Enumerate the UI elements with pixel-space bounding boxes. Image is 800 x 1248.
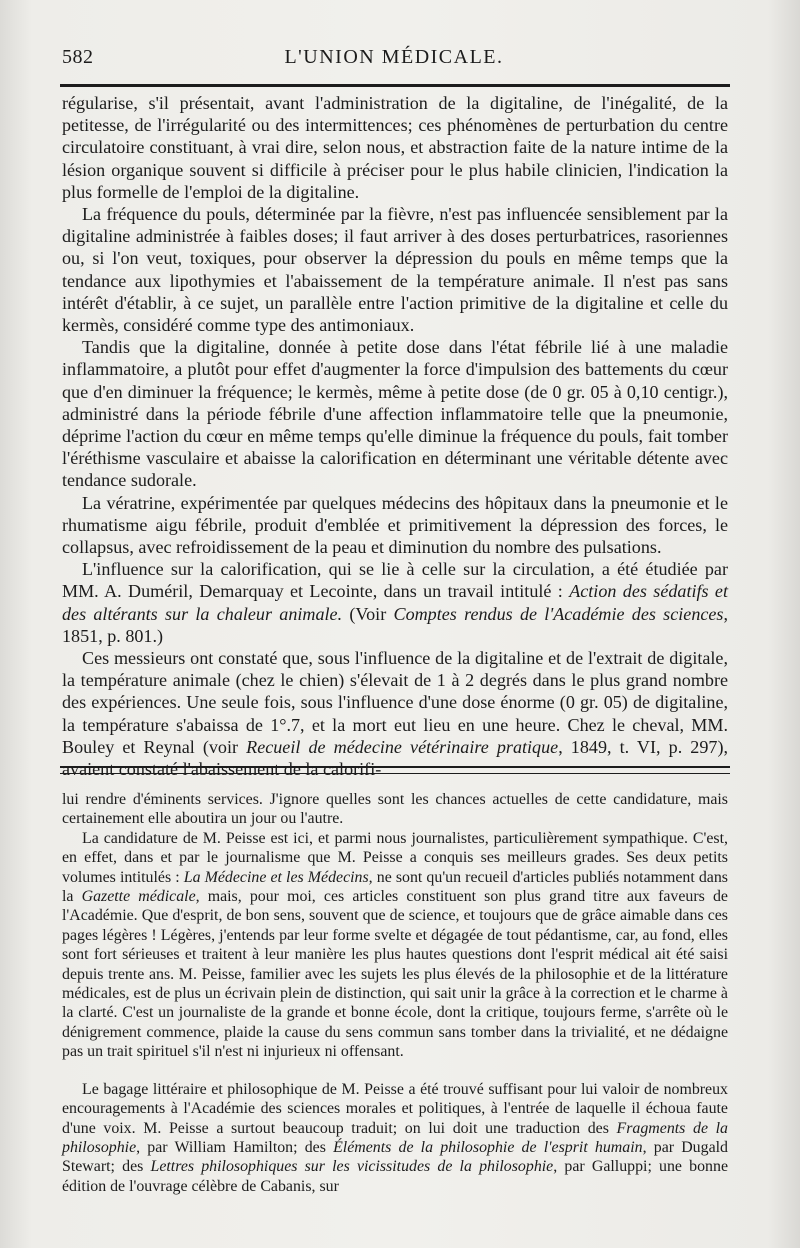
feuilleton-paragraph-3 — [62, 1080, 728, 1196]
running-head: L'UNION MÉDICALE. — [284, 46, 504, 68]
journal-title: Recueil de médecine vétérinaire pratique — [246, 736, 559, 757]
text-run: Le bagage littéraire et philosophique de M. Peisse a été trouvé suffisant pour lui valoir de nombreux encouragements à l'Académie des sciences morales et politiques, à l'entrée de laquelle il échoua faute d'une voix. M. Peisse a surtout beaucoup traduit; on lui doit une traduction des — [62, 1080, 728, 1137]
text-run: , par Dugald Stewart; des — [62, 1138, 728, 1176]
text-run: , 1849, t. VI, p. 297), avaient constaté l'abaissement de la calorifi- — [62, 736, 728, 780]
main-paragraph-4: La vératrine, expérimentée par quelques médecins des hôpitaux dans la pneumonie et le rhumatisme aigu fébrile, produit d'emblée et primitivement la dépression des forces, le collapsus, avec refroidissement de la peau et diminution du nombre des pulsations. — [62, 492, 728, 558]
main-text — [62, 92, 728, 780]
text-run: , par Galluppi; une bonne édition de l'ouvrage célèbre de Cabanis, sur — [62, 1158, 728, 1195]
text-run: , 1851, p. 801.) — [62, 603, 728, 646]
text-run: Ces messieurs ont constaté que, sous l'influence de la digitaline et de l'extrait de digitale, la température animale (chez le chien) s'élevait de 1 à 2 degrés dans le plus grand nombre des expériences. Une seule fois, sous l'influence d'une dose énorme (0 gr. 05) de digitaline, la température s'abaissa de 1°.7, et la mort eut lieu en une heure. Chez le cheval, MM. Bouley et Reynal (voir — [62, 648, 728, 757]
work-title: La Médecine et les Médecins, — [183, 868, 373, 886]
work-title: Fragments de la philosophie — [62, 1119, 728, 1156]
journal-title: Comptes rendus de l'Académie des sciences — [393, 603, 724, 624]
work-title: Lettres philosophiques sur les vicissitudes de la philosophie — [150, 1158, 554, 1176]
page-number: 582 — [62, 46, 94, 68]
feuilleton-paragraph-1: lui rendre d'éminents services. J'ignore quelles sont les chances actuelles de cette candidature, mais certainement elle aboutira un jour ou l'autre. — [62, 791, 728, 828]
feuilleton-separator — [60, 766, 730, 774]
text-run: mais, pour moi, ces articles constituent son plus grand titre aux faveurs de l'Académie. Que d'esprit, de bon sens, souvent que de science, et toujours que de grâce aimable dans ces pages légères ! Légères, j'entends par leur forme svelte et dégagée de tout pédantisme, car, au fond, elles sont fort sérieuses et traitent à leur manière les plus hautes questions dont l'esprit médical ait été saisi depuis trente ans. M. Peisse, familier avec les sujets les plus élevés de la philosophie et de la littérature médicales, est de plus un écrivain plein de distinction, qui sait unir la grâce à la correction et le charme à la clarté. C'est un journaliste de la grande et bonne école, dont la critique, toujours ferme, s'arrête où le dénigrement commence, plaide la cause du sens commun sans tomber dans la trivialité, et ne dédaigne pas un trait spirituel s'il n'est ni injurieux ni offensant. — [62, 888, 728, 1061]
work-title: Action des sédatifs et des altérants sur la chaleur animale. — [62, 581, 728, 624]
header-rule — [60, 84, 730, 87]
text-run: (Voir — [342, 603, 394, 624]
text-run: ne sont qu'un recueil d'articles publiés notamment dans la — [62, 868, 728, 906]
main-paragraph-2: La fréquence du pouls, déterminée par la fièvre, n'est pas influencée sensiblement par la digitaline administrée à faibles doses; il faut arriver à des doses perturbatrices, rasoriennes ou, si l'on veut, toxiques, pour observer la dépression du pouls en même temps que la tendance aux lipothymies et l'abaissement de la température animale. Il n'est pas sans intérêt d'établir, à ce sujet, un parallèle entre l'action primitive de la digitaline et celle du kermès, considéré comme type des antimoniaux. — [62, 204, 728, 336]
main-paragraph-3: Tandis que la digitaline, donnée à petite dose dans l'état fébrile lié à une maladie inflammatoire, a plutôt pour effet d'augmenter la force d'impulsion des battements du cœur que d'en diminuer la fréquence; le kermès, même à petite dose (de 0 gr. 05 à 0,10 centigr.), administré dans la période fébrile d'une affection inflammatoire telle que la pneumonie, déprime l'action du cœur en même temps qu'elle diminue la fréquence du pouls, fait tomber l'éréthisme vasculaire et abaisse la calorification en déterminant une véritable détente avec tendance sudorale. — [62, 337, 728, 491]
work-title: Éléments de la philosophie de l'esprit humain — [333, 1138, 643, 1156]
text-run: L'influence sur la calorification, qui se lie à celle sur la circulation, a été étudiée par MM. A. Duméril, Demarquay et Lecointe, dans un travail intitulé : — [62, 559, 728, 602]
page-header — [62, 46, 726, 76]
main-paragraph-5 — [62, 558, 728, 647]
feuilleton-text — [62, 790, 728, 1196]
main-paragraph-6 — [62, 647, 728, 780]
text-run: , par William Hamilton; des — [136, 1138, 334, 1156]
journal-title: Gazette médicale, — [81, 888, 200, 906]
text-run: La candidature de M. Peisse est ici, et parmi nous journalistes, particulièrement sympathique. C'est, en effet, dans et par le journalisme que M. Peisse a conquis ses meilleurs grades. Ses deux petits volumes intitulés : — [62, 829, 728, 886]
feuilleton-paragraph-2 — [62, 829, 728, 1062]
main-paragraph-1: régularise, s'il présentait, avant l'administration de la digitaline, de l'inégalité, de la petitesse, de l'irrégularité ou des intermittences; ces phénomènes de perturbation du centre circulatoire constituant, à vrai dire, selon nous, et abstraction faite de la nature intime de la lésion organique souvent si difficile à préciser pour le plus habile clinicien, l'indication la plus formelle de l'emploi de la digitaline. — [62, 93, 728, 202]
